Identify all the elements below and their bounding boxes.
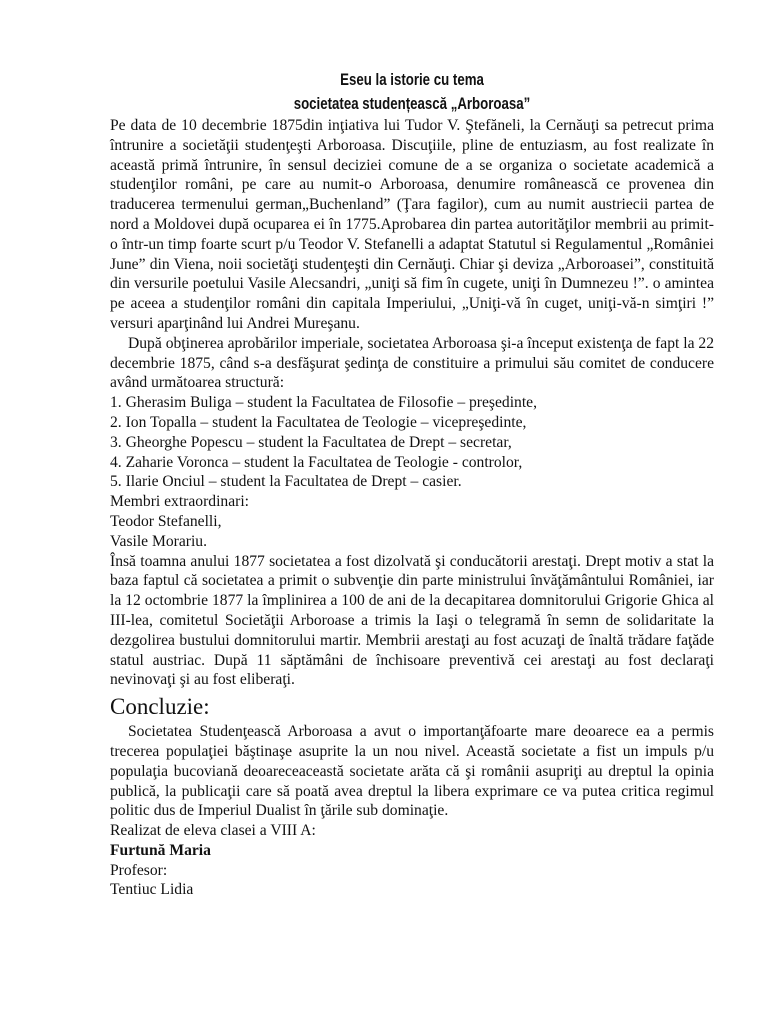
committee-item: 4. Zaharie Voronca – student la Facultatea de Teologie - controlor, [110,453,523,471]
document-page [110,68,714,900]
committee-item: 5. Ilarie Onciul – student la Facultatea de Drept – casier. [110,473,462,491]
approval-paragraph: După obţinerea aprobărilor imperiale, societatea Arboroasa şi-a început existenţa de fapt la 22 decembrie 1875, când s-a desfăşurat şedinţa de constituire a primului său comitet de conducere având următoarea structură: [110,334,714,392]
extra-members-label: Membri extraordinari: [110,493,249,511]
teacher-label: Profesor: [110,861,168,879]
extra-member: Vasile Morariu. [110,532,208,550]
extra-member: Teodor Stefanelli, [110,512,222,530]
committee-item: 3. Gheorghe Popescu – student la Facultatea de Drept – secretar, [110,433,512,451]
student-name: Furtună Maria [110,841,211,859]
committee-list [110,393,714,492]
teacher-name: Tentiuc Lidia [110,881,194,899]
title-line-1: Eseu la istorie cu tema [340,70,484,89]
dissolution-paragraph: Însă toamna anului 1877 societatea a fost dizolvată şi conducătorii arestaţi. Drept motiv a stat la baza faptul că societatea a primit o subvenţie din parte ministrului învăţământului României, iar la 12 octombrie 1877 la împlinirea a 100 de ani de la decapitarea domnitorului Grigorie Ghica al III-lea, comitetul Societăţii Arboroase a trimis la Iaşi o telegramă în semn de solidaritate la dezgolirea bustului domnitorului martir. Membrii arestaţi au fost acuzaţi de înaltă trădare faţăde statul austriac. După 11 săptămâni de închisoare preventivă cei arestaţi au fost declaraţi nevinovaţi şi au fost eliberaţi. [110,552,714,689]
committee-item: 1. Gherasim Buliga – student la Facultatea de Filosofie – preşedinte, [110,394,537,412]
document-title [176,68,647,116]
made-by-label: Realizat de eleva clasei a VIII A: [110,822,316,840]
conclusion-paragraph: Societatea Studenţească Arboroasa a avut o importanţăfoarte mare deoarece ea a permis trecerea populaţiei băştinaşe asuprite la un nou nivel. Această societate a fist un impuls p/u populaţia bucoviană deoareceaceastă societate arăta că şi românii asupriţi au dreptul la opinia publică, la publicaţii care să poată avea dreptul la libera exprimare ce va putea critica regimul politic dus de Imperiul Dualist în ţările sub dominaţie. [110,723,714,820]
title-line-2: societatea studențească „Arboroasa” [293,94,531,113]
intro-paragraph: Pe data de 10 decembrie 1875din inţiativa lui Tudor V. Ştefăneli, la Cernăuţi sa petrecut prima întrunire a societăţii studenţeşti Arboroasa. Discuţiile, pline de entuziasm, au fost realizate în această primă întrunire, în sensul deciziei comune de a se organiza o societate academică a studenţilor români, pe care au numit-o Arboroasa, denumire românească ce provenea din traducerea termenului german„Buchenland” (Ţara fagilor), cum au numit austriecii partea de nord a Moldovei după ocuparea ei în 1775.Aprobarea din partea autorităţilor membrii au primit-o într-un timp foarte scurt p/u Teodor V. Stefanelli a adaptat Statutul si Regulamentul „Romȃniei June” din Viena, noii societăţi studenţeşti din Cernăuţi. Chiar şi deviza „Arboroasei”, constituită din versurile poetului Vasile Alecsandri, „uniţi să fim în cugete, uniţi în Dumnezeu !”. o amintea pe aceea a studenţilor români din capitala Imperiului, „Uniţi-vă în cuget, uniţi-vă-n simţiri !” versuri aparţinând lui Andrei Mureşanu. [110,117,714,332]
conclusion-heading: Concluzie: [110,694,210,720]
credits-block [110,821,714,900]
committee-item: 2. Ion Topalla – student la Facultatea de Teologie – vicepreşedinte, [110,413,527,431]
